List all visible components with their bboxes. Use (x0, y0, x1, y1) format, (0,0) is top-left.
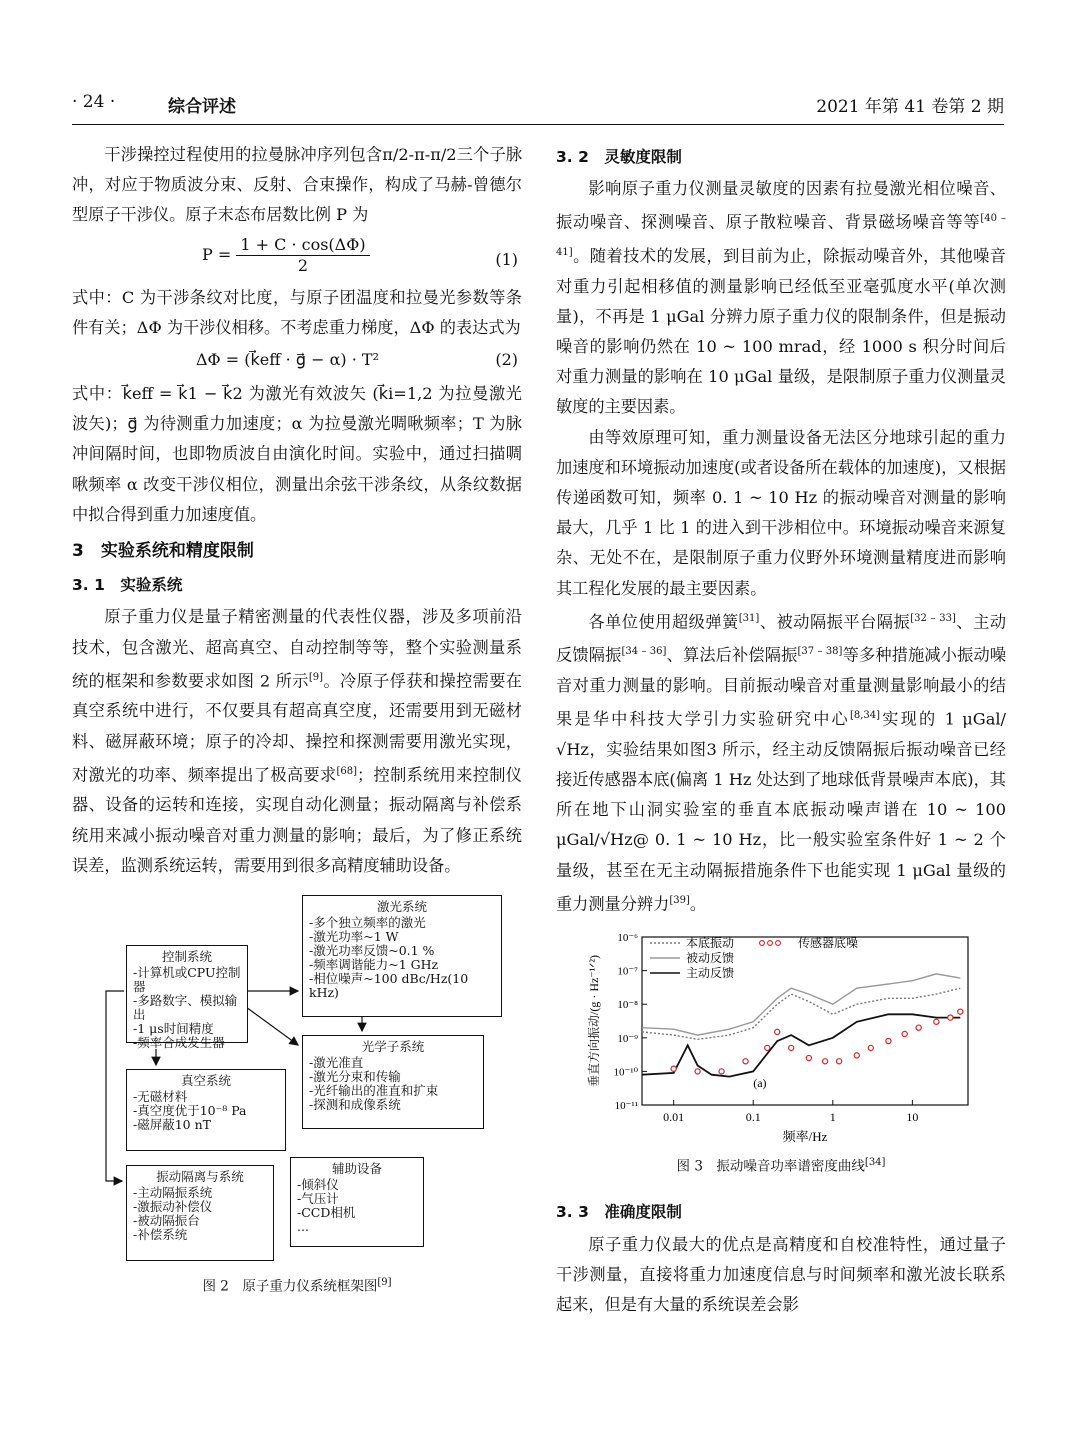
section-heading-3: 3 实验系统和精度限制 (72, 541, 254, 562)
paragraph-8: 原子重力仪最大的优点是高精度和自校准特性，通过量子干涉测量，直接将重力加速度信息与时间频率和激光波长联系起来，但是有大量的系统误差会影 (556, 1234, 1006, 1315)
sensor-noise-point (806, 1056, 811, 1061)
figure-2-caption: 图 2 原子重力仪系统框架图[9] (202, 1277, 392, 1295)
vacuum-system-box: 真空系统 -无磁材料 -真空度优于10⁻⁸ Pa -磁屏蔽10 nT (126, 1069, 286, 1151)
paragraph-6: 由等效原理可知，重力测量设备无法区分地球引起的重力加速度和环境振动加速度(或者设备所在载体的加速度)，又根据传递函数可知，频率 0. 1 ~ 10 Hz 的振动噪音对测量的影响最大，几乎 1 比 1 的进入到干涉相位中。环境振动噪音来源复杂、无处不在，是限制原子重力仪野外环境测量精度进而影响其工程化发展的最主要因素。 (556, 427, 1006, 598)
sensor-noise-point (886, 1039, 891, 1044)
sensor-noise-point (743, 1059, 748, 1064)
legend-label: 传感器底噪 (798, 936, 859, 951)
citation: [9] (308, 671, 324, 683)
y-tick-label: 10⁻¹¹ (614, 1100, 638, 1113)
x-tick-label: 1 (829, 1110, 836, 1125)
vibration-isolation-title: 振动隔离与系统 (156, 1169, 244, 1185)
paragraph-2: 式中：C 为干涉条纹对比度，与原子团温度和拉曼光参数等条件有关；ΔΦ 为干涉仪相移。不考虑重力梯度，ΔΦ 的表达式为 (72, 287, 522, 337)
y-tick-label: 10⁻¹⁰ (613, 1066, 638, 1079)
x-tick-label: 10 (906, 1110, 919, 1125)
pulse-sequence: π/2-π-π/2 (382, 145, 457, 164)
sensor-noise-point (902, 1032, 907, 1037)
sensor-noise-point (789, 1046, 794, 1051)
sensor-noise-point (822, 1059, 827, 1064)
sensor-noise-point (854, 1053, 859, 1058)
running-header (72, 92, 1004, 120)
y-tick-label: 10⁻⁹ (617, 1033, 638, 1046)
paragraph-3: 式中：k⃗eff = k⃗1 − k⃗2 为激光有效波矢 (k⃗i=1,2 为拉曼激光波矢)；g⃗ 为待测重力加速度；α 为拉曼激光啁啾频率；T 为脉冲间隔时间，也即物质波自由演化时间。实验中，通过扫描啁啾频率 α 改变干涉仪相位，测量出余弦干涉条纹，从条纹数据中拟合得到重力加速度值。 (72, 384, 522, 524)
optics-subsystem-box: 光学子系统 -激光准直 -激光分束和传输 -光纤输出的准直和扩束 -探测和成像系统 (302, 1035, 484, 1129)
vacuum-system-title: 真空系统 (180, 1073, 231, 1089)
subsection-heading-3-1: 3. 1 实验系统 (72, 576, 183, 595)
sensor-noise-point (765, 1046, 770, 1051)
citation: [68] (336, 765, 358, 777)
equation-1: P = $\frac{1 + C \cdot \cos(\Delta\Phi)}{2}$ (1) (202, 234, 518, 275)
arrow-control-optics (246, 1007, 298, 1045)
x-tick-label: 0.01 (663, 1110, 685, 1125)
legend-marker (760, 941, 765, 946)
legend-label: 本底振动 (686, 936, 735, 951)
subsection-heading-3-2: 3. 2 灵敏度限制 (556, 148, 682, 166)
series-line-2 (642, 1015, 960, 1077)
auxiliary-equipment-box: 辅助设备 -倾斜仪 -气压计 -CCD相机 ... (290, 1157, 424, 1247)
journal-issue: 2021 年第 41 卷第 2 期 (816, 97, 1004, 117)
figure-2-diagram (72, 895, 522, 1305)
x-tick-label: 0.1 (745, 1110, 761, 1125)
y-tick-label: 10⁻⁶ (617, 932, 638, 945)
legend-marker (776, 941, 781, 946)
equation-2 (72, 343, 522, 379)
legend-marker (768, 941, 773, 946)
citation: [40 – 41] (556, 213, 1006, 258)
sensor-noise-point (695, 1069, 700, 1074)
sensor-noise-point (934, 1020, 939, 1025)
figure-3-chart (556, 929, 1006, 1175)
subsection-heading-3-3: 3. 3 准确度限制 (556, 1203, 682, 1222)
laser-system-title: 激光系统 (376, 899, 427, 915)
paragraph-1: 干涉操控过程使用的拉曼脉冲序列包含π/2-π-π/2三个子脉冲，对应于物质波分束、反射、合束操作，构成了马赫-曾德尔型原子干涉仪。原子末态布居数比例 P 为 (72, 145, 523, 225)
sensor-noise-point (868, 1046, 873, 1051)
sensor-noise-point (958, 1009, 963, 1014)
paragraph-5: 影响原子重力仪测量灵敏度的因素有拉曼激光相位噪音、振动噪音、探测噪音、原子散粒噪音、背景磁场噪音等等[40 – 41]。随着技术的发展，到目前为止，除振动噪音外，其他噪音对重力引起相移值的测量影响已经低至亚毫弧度水平(单次测量)，不再是 1 μGal 分辨力原子重力仪的限制条件，但是振动噪音的影响仍然在 10 ~ 100 mrad，经 1000 s 积分时间后对重力测量的影响在 10 μGal 量级，是限制原子重力仪测量灵敏度的主要因素。 (556, 179, 1006, 417)
sensor-noise-point (719, 1069, 724, 1074)
optics-subsystem-title: 光学子系统 (361, 1039, 425, 1055)
legend-label: 被动反馈 (686, 951, 735, 966)
y-tick-label: 10⁻⁸ (617, 999, 638, 1012)
y-axis-label: 垂直方向振动/(g · Hz⁻¹ᐟ²) (587, 955, 601, 1088)
laser-system-box: 激光系统 -多个独立频率的激光 -激光功率~1 W -激光功率反馈~0.1 % -频率调谐能力~1 GHz -相位噪声~100 dBc/Hz(10 kHz) (302, 895, 502, 1017)
panel-label: (a) (753, 1076, 767, 1091)
psd-chart-svg (556, 929, 1006, 1149)
vibration-isolation-box: 振动隔离与系统 -主动隔振系统 -激振动补偿仪 -被动隔振台 -补偿系统 (126, 1165, 274, 1261)
eq2-body: ΔΦ = (k⃗eff · g⃗ − α) · T² (196, 350, 379, 370)
eq1-numerator: 1 + C · cos(ΔΦ) (236, 235, 369, 256)
page-number: · 24 · (72, 92, 116, 112)
y-tick-label: 10⁻⁷ (617, 966, 638, 979)
sensor-noise-point (916, 1026, 921, 1031)
left-column (72, 140, 522, 1305)
arrow-control-vibration (106, 991, 124, 1181)
auxiliary-equipment-title: 辅助设备 (331, 1161, 382, 1177)
eq1-denominator: 2 (297, 255, 309, 275)
paragraph-4: 原子重力仪是量子精密测量的代表性仪器，涉及多项前沿技术，包含激光、超高真空、自动控制等等，整个实验测量系统的框架和参数要求如图 2 所示[9]。冷原子俘获和操控需要在真空系统中进行，不仅要具有超高真空度，还需要用到无磁材料、磁屏蔽环境；原子的冷却、操控和探测需要用激光实现，对激光的功率、频率提出了极高要求[68]；控制系统用来控制仪器、设备的运转和连接，实现自动化测量；振动隔离与补偿系统用来减小振动噪音对重力测量的影响；最后，为了修正系统误差，监测系统运转，需要用到很多高精度辅助设备。 (72, 607, 522, 875)
legend-label: 主动反馈 (686, 966, 735, 981)
sensor-noise-point (837, 1059, 842, 1064)
sensor-noise-point (775, 1030, 780, 1035)
section-name: 综合评述 (168, 97, 236, 117)
header-rule (72, 124, 1004, 125)
equation-number-1: (1) (495, 249, 518, 269)
control-system-box: 控制系统 -计算机或CPU控制器 -多路数字、模拟输出 -1 μs时间精度 -频率合成发生器 (126, 945, 248, 1043)
figure-3-caption: 图 3 振动噪音功率谱密度曲线[34] (676, 1157, 886, 1175)
sensor-noise-point (948, 1015, 953, 1020)
series-line-1 (642, 974, 960, 1035)
sensor-noise-point (671, 1067, 676, 1072)
equation-number-2: (2) (495, 350, 518, 370)
paragraph-7: 各单位使用超级弹簧[31]、被动隔振平台隔振[32 – 33]、主动反馈隔振[34 – 36]、算法后补偿隔振[37 – 38]等多种措施减小振动噪音对重力测量的影响。目前振动噪音对重量测量影响最小的结果是华中科技大学引力实验研究中心[8,34]实现的 1 μGal/√Hz，实验结果如图3 所示，经主动反馈隔振后振动噪音已经接近传感器本底(偏离 1 Hz 处达到了地球低背景噪声本底)，其所在地下山洞实验室的垂直本底振动噪声谱在 10 ~ 100 μGal/√Hz@ 0. 1 ~ 10 Hz，比一般实验室条件好 1 ~ 2 个量级，甚至在无主动隔振措施条件下也能实现 1 μGal 量级的重力测量分辨力[39]。 (556, 612, 1007, 914)
x-axis-label: 频率/Hz (782, 1129, 828, 1145)
control-system-title: 控制系统 (161, 949, 212, 965)
right-column (556, 140, 1006, 1320)
